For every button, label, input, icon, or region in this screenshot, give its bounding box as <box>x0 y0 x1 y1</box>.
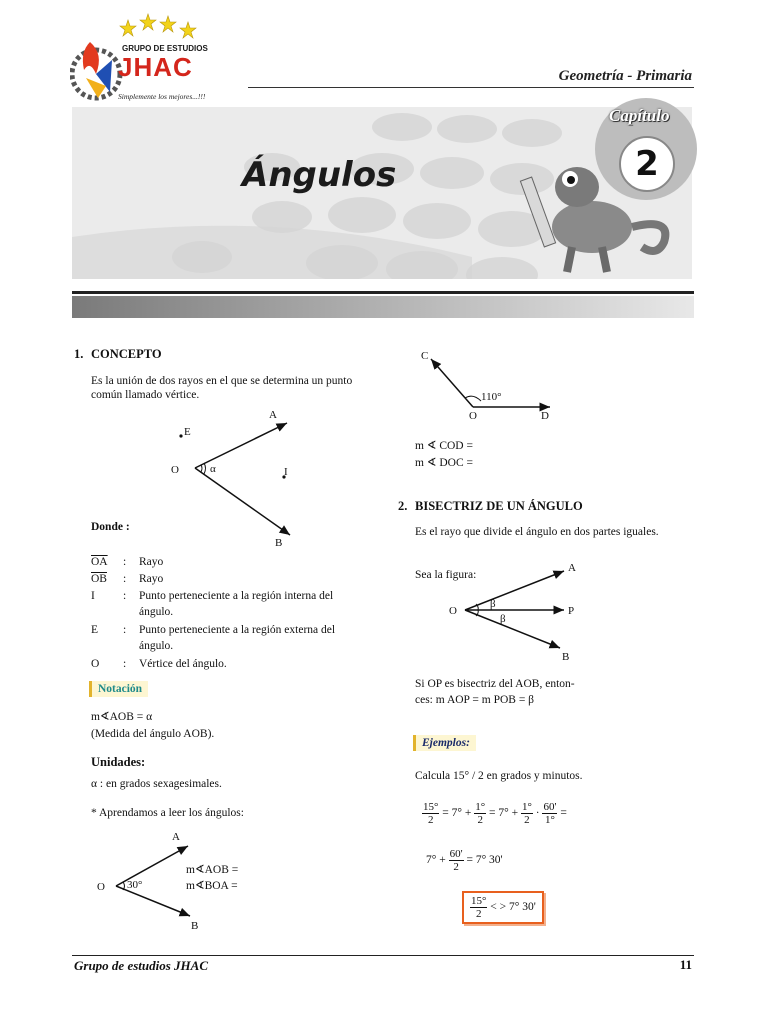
eq1-dot: · <box>535 807 540 820</box>
si-line-1: Si OP es bisectriz del AOB, enton- <box>415 678 575 690</box>
def-term-o: O <box>91 658 100 670</box>
gradient-bar <box>72 291 694 294</box>
section1-number: 1. <box>74 347 84 361</box>
examples-label: Ejemplos: <box>413 735 476 751</box>
def-desc: Vértice del ángulo. <box>139 658 227 670</box>
units-heading: Unidades: <box>91 755 146 769</box>
def-desc: Punto perteneciente a la región interna del <box>139 590 334 602</box>
angle-figure-cod <box>415 345 565 425</box>
label-a: A <box>568 562 576 574</box>
eq1-part: = 7° + <box>489 807 519 820</box>
logo <box>70 12 220 112</box>
label-e: E <box>184 426 191 438</box>
def-term-e: E <box>91 624 99 636</box>
def-term-ob: $\overline{OB}$ <box>91 573 107 585</box>
chapter-number: 2 <box>635 144 659 184</box>
page-number: 11 <box>679 957 692 972</box>
chapter-badge <box>595 98 697 200</box>
fig2-line-1: m∢AOB = <box>186 864 239 876</box>
result-box <box>462 891 544 924</box>
label-beta-2: β <box>500 613 506 625</box>
ray-oa <box>195 423 287 468</box>
fig2-line-2: m∢BOA = <box>186 880 238 892</box>
logo-group-text: GRUPO DE ESTUDIOS <box>122 44 208 53</box>
section1-heading: CONCEPTO <box>91 347 162 361</box>
si-line-2: ces: m AOP = m POB = β <box>415 694 535 706</box>
notation-label: Notación <box>89 681 148 697</box>
eq1-frac-1: $\frac{15^\circ}{2}$ <box>423 801 439 826</box>
eq1-part: = <box>560 807 567 820</box>
label-o: O <box>171 464 179 476</box>
eq1-frac-4: $\frac{60'}{1^\circ}$ <box>543 801 557 826</box>
eq3-frac: $\frac{15^\circ}{2}$ <box>471 895 487 920</box>
notation-line-2: (Medida del ángulo AOB). <box>91 728 215 740</box>
def-desc-cont: ángulo. <box>139 640 174 652</box>
def-sep: : <box>123 658 127 670</box>
def-term-i: I <box>91 590 95 602</box>
cod-line-1: m ∢ COD = <box>415 440 473 452</box>
def-sep: : <box>123 556 127 568</box>
def-term-oa: $\overline{OA}$ <box>91 556 108 568</box>
eq3-part: < > 7° 30' <box>490 901 536 914</box>
concept-text-1: Es la unión de dos rayos en el que se determina un punto <box>91 375 353 387</box>
def-desc-cont: ángulo. <box>139 606 174 618</box>
label-i: I <box>284 466 288 478</box>
label-alpha: α <box>210 463 216 475</box>
label-c: C <box>421 350 429 362</box>
label-b: B <box>562 651 570 663</box>
learn-line: * Aprendamos a leer los ángulos: <box>91 807 244 819</box>
angle-arc <box>204 463 206 474</box>
fig2-label-a: A <box>172 831 180 843</box>
eq1-frac-2: $\frac{1^\circ}{2}$ <box>475 801 486 826</box>
cod-line-2: m ∢ DOC = <box>415 457 473 469</box>
label-beta-1: β <box>490 598 496 610</box>
eq2-part: 7° + <box>426 854 446 867</box>
subject-title: Geometría - Primaria <box>558 68 692 84</box>
bisector-text: Es el rayo que divide el ángulo en dos partes iguales. <box>415 526 659 538</box>
def-desc: Punto perteneciente a la región externa del <box>139 624 336 636</box>
header-rule <box>248 87 694 88</box>
donde-label: Donde : <box>91 521 130 533</box>
fig2-label-o: O <box>97 881 105 893</box>
chapter-label: Capítulo <box>609 106 670 125</box>
eq2-part: = 7° 30' <box>466 854 503 867</box>
label-d: D <box>541 410 549 422</box>
concept-text-2: común llamado vértice. <box>91 389 200 401</box>
angle-110: 110° <box>481 391 502 403</box>
fig2-angle: 30° <box>127 879 143 891</box>
label-a: A <box>269 409 277 421</box>
eq2-frac: $\frac{60'}{2}$ <box>449 848 463 873</box>
units-line: α : en grados sexagesimales. <box>91 778 222 790</box>
def-sep: : <box>123 573 127 585</box>
logo-slogan: Simplemente los mejores...!!! <box>118 92 206 101</box>
def-sep: : <box>123 590 127 602</box>
def-desc: Rayo <box>139 573 164 585</box>
calc-line: Calcula 15° / 2 en grados y minutos. <box>415 770 583 782</box>
page-title: Ángulos <box>242 155 397 195</box>
equation-1 <box>422 801 567 826</box>
eq1-frac-3: $\frac{1^\circ}{2}$ <box>521 801 532 826</box>
section2-number: 2. <box>398 499 408 513</box>
point-e <box>179 434 182 437</box>
sea-label: Sea la figura: <box>415 569 477 581</box>
fig2-label-b: B <box>191 920 199 932</box>
angle-figure-1 <box>160 405 310 550</box>
logo-name: JHAC <box>118 52 193 82</box>
def-sep: : <box>123 624 127 636</box>
label-p: P <box>568 605 575 617</box>
def-desc: Rayo <box>139 556 164 568</box>
bisector-figure <box>440 558 590 666</box>
chapter-number-circle <box>619 136 675 192</box>
label-b: B <box>275 537 283 549</box>
gradient-bar-fill <box>72 296 694 318</box>
notation-line-1: m∢AOB = α <box>91 711 153 723</box>
label-o: O <box>449 605 457 617</box>
section2-heading: BISECTRIZ DE UN ÁNGULO <box>415 499 583 513</box>
label-o: O <box>469 410 477 422</box>
equation-2 <box>426 848 503 873</box>
eq1-part: = 7° + <box>442 807 472 820</box>
footer-left: Grupo de estudios JHAC <box>74 958 208 973</box>
ray-ob <box>195 468 290 535</box>
footer-rule <box>72 955 694 956</box>
